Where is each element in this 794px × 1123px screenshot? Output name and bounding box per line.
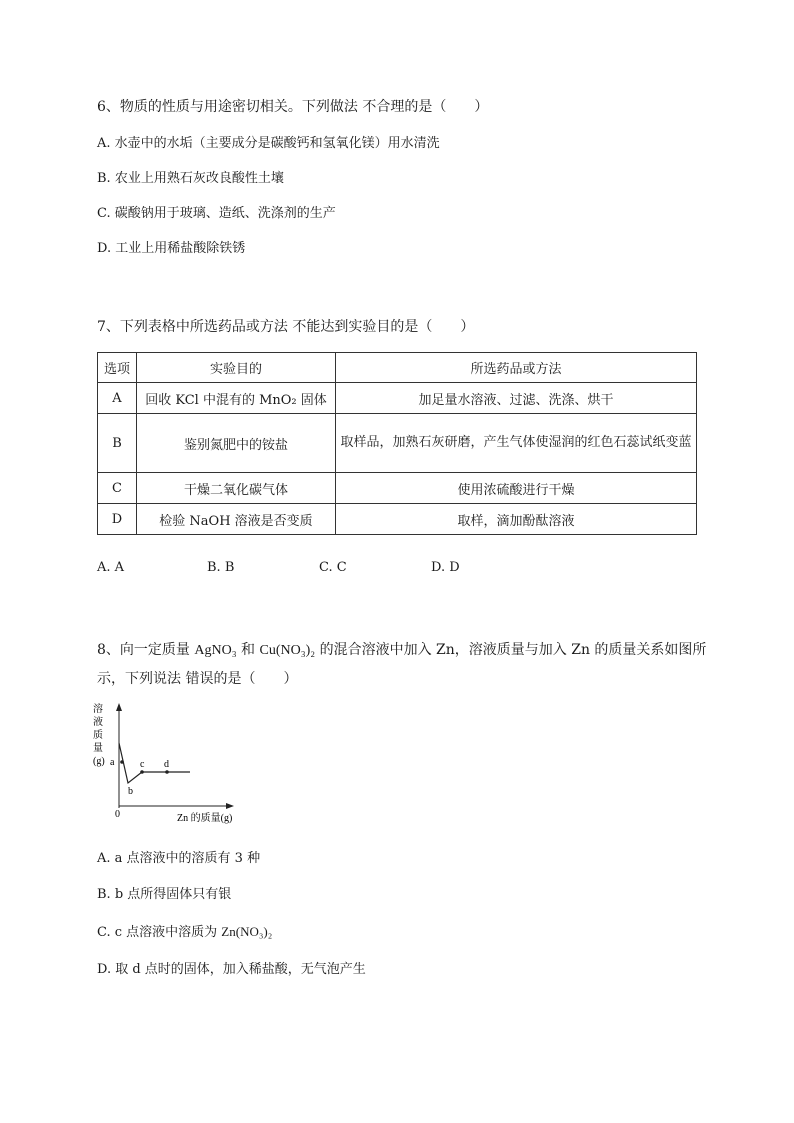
table-cell: 回收 KCl 中混有的 MnO₂ 固体 [137, 383, 336, 414]
q8-stem-line1 [97, 639, 706, 659]
point-label-d: d [164, 759, 169, 770]
table-cell: 鉴别氮肥中的铵盐 [137, 414, 336, 473]
table-cell: D [98, 504, 137, 535]
q6-option-a: A. 水壶中的水垢（主要成分是碳酸钙和氢氧化镁）用水清洗 [97, 136, 440, 151]
q8-stem-text: 8、向一定质量 [97, 642, 195, 658]
table-header: 所选药品或方法 [336, 353, 697, 383]
q6-stem: 6、物质的性质与用途密切相关。下列做法 不合理的是（ ） [97, 99, 489, 115]
table-cell: B [98, 414, 137, 473]
formula-agno3: AgNO₃ [194, 643, 237, 658]
q8-option-d: D. 取 d 点时的固体，加入稀盐酸，无气泡产生 [97, 962, 366, 977]
origin-label: 0 [115, 809, 120, 820]
q8-option-c-text: C. c 点溶液中溶质为 [97, 925, 222, 940]
table-row [98, 504, 697, 535]
point-d [165, 770, 169, 774]
q6-option-d: D. 工业上用稀盐酸除铁锈 [97, 241, 246, 256]
x-axis-arrow [226, 803, 234, 809]
table-cell: 取样品，加熟石灰研磨，产生气体使湿润的红色石蕊试纸变蓝 [336, 414, 697, 473]
point-label-a: a [110, 757, 115, 768]
y-axis-label-3: 质 [93, 730, 103, 741]
table-cell: 干燥二氧化碳气体 [137, 473, 336, 504]
point-label-c: c [140, 759, 145, 770]
q8-stem-text: 和 [236, 642, 260, 658]
table-row [98, 383, 697, 414]
point-label-b: b [128, 786, 133, 797]
table-row [98, 473, 697, 504]
q7-stem: 7、下列表格中所选药品或方法 不能达到实验目的是（ ） [97, 319, 475, 335]
q7-answer-a: A. A [97, 560, 125, 575]
mass-curve [119, 743, 190, 783]
formula-znno32: Zn(NO₃)₂ [221, 924, 273, 939]
table-cell: 使用浓硫酸进行干燥 [336, 473, 697, 504]
q8-option-b: B. b 点所得固体只有银 [97, 887, 232, 902]
table-header: 实验目的 [137, 353, 336, 383]
q7-table [97, 352, 697, 535]
table-cell: A [98, 383, 137, 414]
table-cell: 加足量水溶液、过滤、洗涤、烘干 [336, 383, 697, 414]
table-row [98, 414, 697, 473]
q8-chart [90, 700, 250, 830]
q6-option-c: C. 碳酸钠用于玻璃、造纸、洗涤剂的生产 [97, 206, 336, 221]
x-axis-label: Zn 的质量(g) [177, 813, 233, 824]
q8-stem-line2: 示，下列说法 错误的是（ ） [97, 671, 298, 687]
table-cell: 取样，滴加酚酞溶液 [336, 504, 697, 535]
table-header-row [98, 353, 697, 383]
y-axis-label-5: (g) [93, 756, 105, 767]
formula-cuno32: Cu(NO₃)₂ [259, 643, 316, 658]
point-a [120, 760, 124, 764]
y-axis-arrow [116, 703, 122, 711]
q8-option-c [97, 921, 272, 940]
y-axis-label-2: 液 [93, 717, 103, 728]
q7-answer-b: B. B [207, 560, 235, 575]
table-cell: C [98, 473, 137, 504]
y-axis-label-4: 量 [93, 743, 103, 754]
table-cell: 检验 NaOH 溶液是否变质 [137, 504, 336, 535]
q7-answer-c: C. C [319, 560, 347, 575]
table-header: 选项 [98, 353, 137, 383]
point-c [140, 770, 144, 774]
q8-stem-text: 的混合溶液中加入 Zn，溶液质量与加入 Zn 的质量关系如图所 [315, 642, 707, 658]
q6-option-b: B. 农业上用熟石灰改良酸性土壤 [97, 171, 284, 186]
q8-option-a: A. a 点溶液中的溶质有 3 种 [97, 851, 261, 866]
y-axis-label-1: 溶 [93, 704, 103, 715]
q7-answer-d: D. D [431, 560, 460, 575]
